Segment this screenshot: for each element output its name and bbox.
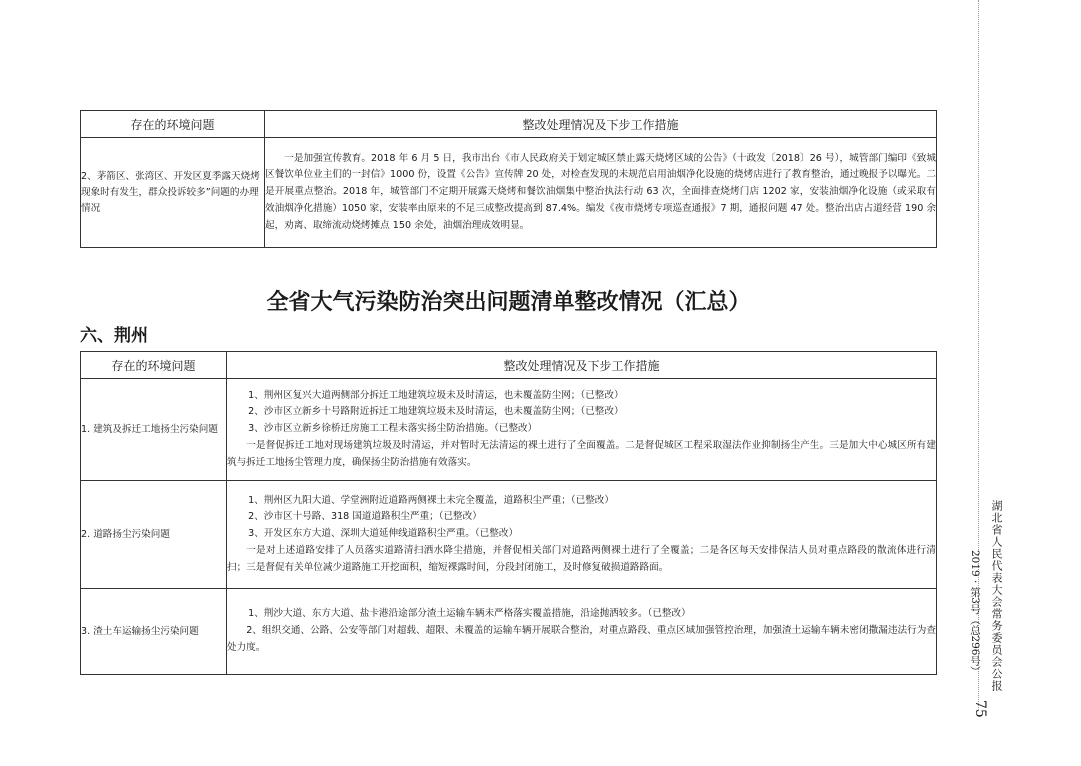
measures-paragraph: 一是督促拆迁工地对现场建筑垃圾及时清运，并对暂时无法清运的裸土进行了全面覆盖。二是督促城区工程采取湿法作业抑制扬尘产生。三是加大中心城区所有建筑与拆迁工地扬尘管理力度，确保扬尘防治措施有效落实。 — [227, 439, 936, 468]
list-item: 2、沙市区十号路、318 国道道路积尘严重；（已整改） — [248, 511, 482, 523]
issue-cell: 3. 渣土车运输扬尘污染问题 — [81, 589, 227, 675]
upper-table — [80, 110, 937, 248]
lower-table — [80, 351, 937, 675]
issue-cell: 1. 建筑及拆迁工地扬尘污染问题 — [81, 379, 227, 481]
table-row — [81, 379, 937, 481]
measures-paragraph: 2、组织交通、公路、公安等部门对超载、超限、未覆盖的运输车辆开展联合整治，对重点路段、重点区域加强管控治理，加强渣土运输车辆未密闭撒漏违法行为查处力度。 — [227, 625, 936, 653]
header-issue: 存在的环境问题 — [81, 111, 265, 138]
list-item: 3、开发区东方大道、深圳大道延伸线道路积尘严重。（已整改） — [248, 528, 519, 540]
measures-cell: 一是加强宣传教育。2018 年 6 月 5 日，我市出台《市人民政府关于划定城区禁止露天烧烤区域的公告》（十政发〔2018〕26 号），城管部门编印《致城区餐饮单位业主们的一封信》1000 份，设置《公告》宣传牌 20 处，对检查发现的未规范启用油烟净化设施的烧烤店进行了教育整治，通过晚报予以曝光。二是开展重点整治。2018 年，城管部门不定期开展露天烧烤和餐饮油烟集中整治执法行动 63 次，全面排查烧烤门店 1202 家，安装油烟净化设施（或采取有效油烟净化措施）1050 家，安装率由原来的不足三成整改提高到 87.4%。编发《夜市烧烤专项巡查通报》7 期，通报问题 47 处。整治出店占道经营 190 余起，劝离、取缔流动烧烤摊点 150 余处，油烟治理成效明显。 — [265, 138, 937, 248]
measures-cell — [227, 379, 937, 481]
page-number: 75 — [972, 700, 988, 718]
journal-name: 湖北省人民代表大会常务委员会公报 — [990, 500, 1003, 692]
table-row — [81, 589, 937, 675]
table-header-row — [81, 111, 937, 138]
header-issue: 存在的环境问题 — [81, 352, 227, 379]
list-item: 1、荆州区九阳大道、学堂洲附近道路两侧裸土未完全覆盖，道路积尘严重；（已整改） — [248, 494, 614, 506]
table-header-row — [81, 352, 937, 379]
table-row — [81, 481, 937, 589]
issue-cell: 2. 道路扬尘污染问题 — [81, 481, 227, 589]
measures-cell — [227, 589, 937, 675]
header-measures: 整改处理情况及下步工作措施 — [227, 352, 937, 379]
journal-issue: 2019 · 第3号（总296号） — [969, 550, 981, 677]
list-item: 1、荆沙大道、东方大道、盐卡港沿途部分渣土运输车辆未严格落实覆盖措施，沿途抛洒较多。（已整改） — [248, 608, 691, 620]
measures-paragraph: 一是对上述道路安排了人员落实道路清扫洒水降尘措施，并督促相关部门对道路两侧裸土进行了全覆盖；二是各区每天安排保洁人员对重点路段的散流体进行清扫；三是督促有关单位减少道路施工开挖面积，缩短裸露时间，分段封闭施工，及时修复破损道路路面。 — [227, 544, 936, 573]
table-row — [81, 138, 937, 248]
list-item: 3、沙市区立新乡徐桥迁房施工工程未落实扬尘防治措施。（已整改） — [248, 423, 538, 435]
section-heading: 六、荆州 — [80, 326, 148, 346]
list-item: 2、沙市区立新乡十号路附近拆迁工地建筑垃圾未及时清运，也未覆盖防尘网；（已整改） — [248, 406, 624, 418]
page-title: 全省大气污染防治突出问题清单整改情况（汇总） — [266, 289, 751, 315]
list-item: 1、荆州区复兴大道两侧部分拆迁工地建筑垃圾未及时清运，也未覆盖防尘网；（已整改） — [248, 389, 624, 401]
issue-cell: 2、茅箭区、张湾区、开发区夏季露天烧烤现象时有发生，群众投诉较多”问题的办理情况 — [81, 138, 265, 248]
measures-cell — [227, 481, 937, 589]
header-measures: 整改处理情况及下步工作措施 — [265, 111, 937, 138]
